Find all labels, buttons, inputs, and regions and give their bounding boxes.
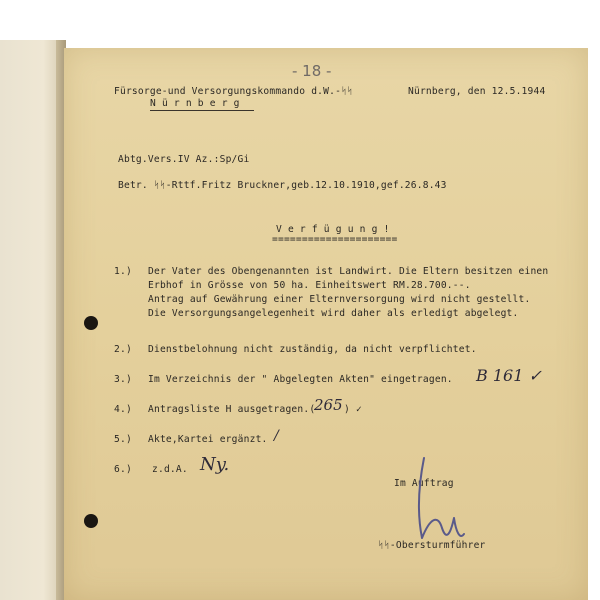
item-number-2: 2.) (114, 344, 132, 355)
item-number-6: 6.) (114, 464, 132, 475)
im-auftrag: Im Auftrag (394, 478, 454, 489)
item-1-line-1: Der Vater des Obengenannten ist Landwirt. Die Eltern besitzen einen (148, 266, 549, 277)
item-4-text: Antragsliste H ausgetragen.( (148, 404, 316, 415)
item-1-line-4: Die Versorgungsangelegenheit wird daher als erledigt abgelegt. (148, 308, 519, 319)
header-city: N ü r n b e r g (150, 98, 240, 109)
item-5-text: Akte,Kartei ergänzt. (148, 434, 268, 445)
binder-left (0, 40, 62, 600)
item-number-3: 3.) (114, 374, 132, 385)
item-1-line-2: Erbhof in Grösse von 50 ha. Einheitswert RM.28.700.--. (148, 280, 471, 291)
signature-scribble (394, 448, 474, 548)
handwritten-265: 265 (314, 396, 343, 414)
item-4-close: ) ✓ (344, 404, 362, 415)
handwritten-initials: Ny. (200, 454, 230, 475)
item-2-text: Dienstbelohnung nicht zuständig, da nicht verpflichtet. (148, 344, 477, 355)
reference-line: Abtg.Vers.IV Az.:Sp/Gi (118, 154, 250, 165)
item-3-text: Im Verzeichnis der " Abgelegten Akten" eingetragen. (148, 374, 453, 385)
handwritten-mark-5: / (274, 428, 279, 444)
item-number-5: 5.) (114, 434, 132, 445)
item-number-1: 1.) (114, 266, 132, 277)
place-date: Nürnberg, den 12.5.1944 (408, 86, 546, 97)
subject-line: Betr. ᛋᛋ-Rttf.Fritz Bruckner,geb.12.10.1910,gef.26.8.43 (118, 180, 447, 191)
header-org: Fürsorge-und Versorgungskommando d.W.-ᛋᛋ (114, 86, 353, 97)
item-6-text: z.d.A. (152, 464, 188, 475)
item-number-4: 4.) (114, 404, 132, 415)
document-title: V e r f ü g u n g ! (276, 224, 390, 235)
city-underline (150, 110, 254, 111)
document-page (64, 48, 588, 600)
punch-hole-bottom (84, 514, 98, 528)
signature-rank: ᛋᛋ-Obersturmführer (378, 540, 486, 551)
title-rule: ===================== (272, 234, 398, 245)
handwritten-b161: B 161 ✓ (476, 366, 542, 385)
page-number: - 18 - (292, 62, 332, 80)
item-1-line-3: Antrag auf Gewährung einer Elternversorgung wird nicht gestellt. (148, 294, 531, 305)
punch-hole-top (84, 316, 98, 330)
